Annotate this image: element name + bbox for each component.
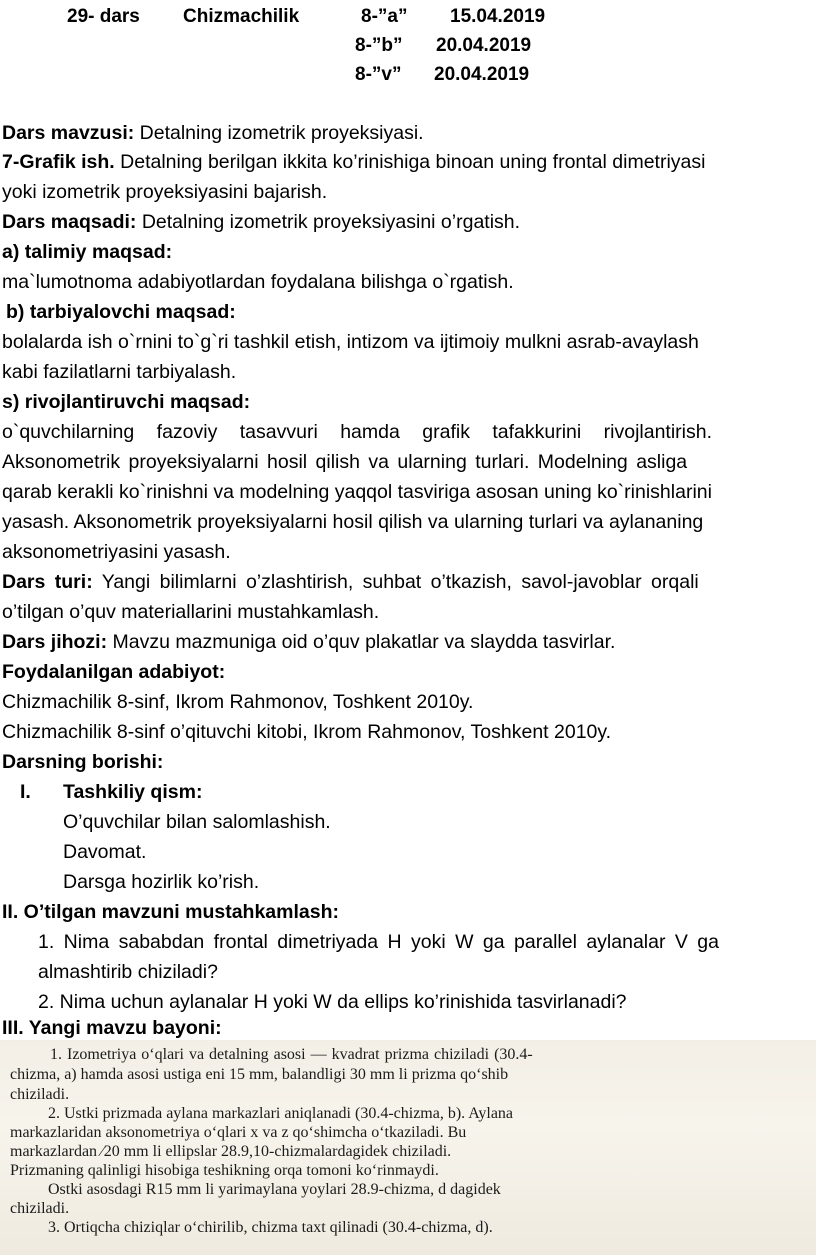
scan-line-3: chiziladi. xyxy=(10,1086,70,1103)
topic-line xyxy=(2,119,816,148)
header-lesson: 29- dars xyxy=(67,6,140,27)
sec1-item-2: Davomat. xyxy=(63,841,147,863)
question-1-cont: almashtirib chiziladi? xyxy=(38,961,218,983)
grafik-label: 7-Grafik ish. xyxy=(2,151,115,173)
goal-label: Dars maqsadi: xyxy=(2,211,137,233)
lit-item-2: Chizmachilik 8-sinf o’qituvchi kitobi, Ikrom Rahmonov, Toshkent 2010y. xyxy=(2,721,612,743)
a-label: a) talimiy maqsad: xyxy=(2,241,173,263)
scan-line-10: 3. Ortiqcha chiziqlar o‘chirilib, chizma taxt qilinadi (30.4-chizma, d). xyxy=(48,1219,493,1236)
b-text-1 xyxy=(2,328,816,357)
question-1: 1. Nima sababdan frontal dimetriyada H yoki W ga parallel aylanalar V ga xyxy=(38,931,719,953)
lit-label: Foydalanilgan adabiyot: xyxy=(2,661,226,683)
lit-item-1: Chizmachilik 8-sinf, Ikrom Rahmonov, Toshkent 2010y. xyxy=(2,691,474,713)
s-text-3: qarab kerakli ko`rinishni va modelning yaqqol tasviriga asosan uning ko`rinishlarini xyxy=(2,481,712,503)
progress-label: Darsning borishi: xyxy=(2,751,164,773)
s-text-5: aksonometriyasini yasash. xyxy=(2,541,231,563)
scan-line-9: chiziladi. xyxy=(10,1200,70,1217)
grafik-line xyxy=(2,148,816,177)
equip-text: Mavzu mazmuniga oid o’quv plakatlar va slaydda tasvirlar. xyxy=(112,631,616,653)
a-text: ma`lumotnoma adabiyotlardan foydalana bilishga o`rgatish. xyxy=(2,271,514,293)
header-class-v: 8-”v” xyxy=(355,64,402,85)
b-text-1-content: bolalarda ish o`rnini to`g`ri tashkil etish, intizom va ijtimoiy mulkni asrab-avaylash xyxy=(2,331,699,353)
scanned-textbook-excerpt xyxy=(0,1040,816,1255)
type-label: Dars turi: xyxy=(2,571,93,593)
type-line xyxy=(2,568,816,597)
header-date-v: 20.04.2019 xyxy=(434,64,530,85)
sec1-item-1: O’quvchilar bilan salomlashish. xyxy=(63,811,331,833)
scan-line-1: 1. Izometriya o‘qlari va detalning asosi — kvadrat prizma chiziladi (30.4- xyxy=(50,1046,533,1063)
header-class-b: 8-”b” xyxy=(355,35,403,56)
grafik-text: Detalning berilgan ikkita ko’rinishiga binoan uning frontal dimetriyasi xyxy=(120,151,706,173)
goal-line xyxy=(2,208,816,237)
sec1-heading xyxy=(20,778,816,807)
header-subject: Chizmachilik xyxy=(183,6,300,27)
sec1-item-3: Darsga hozirlik ko’rish. xyxy=(63,871,260,893)
scan-line-8: Ostki asosdagi R15 mm li yarimaylana yoylari 28.9-chizma, d dagidek xyxy=(48,1181,501,1198)
goal-text: Detalning izometrik proyeksiyasini o’rgatish. xyxy=(141,211,521,233)
s-text-4: yasash. Aksonometrik proyeksiyalarni hosil qilish va ularning turlari va aylananing xyxy=(2,511,704,533)
sec3-heading: III. Yangi mavzu bayoni: xyxy=(2,1017,222,1039)
s-text-1: o`quvchilarning fazoviy tasavvuri hamda grafik tafakkurini rivojlantirish. xyxy=(2,421,713,443)
header-date-a: 15.04.2019 xyxy=(450,6,546,27)
sec1-num: I. xyxy=(20,781,31,803)
b-text-2: kabi fazilatlarni tarbiyalash. xyxy=(2,361,237,383)
s-text-2: Aksonometrik proyeksiyalarni hosil qilish va ularning turlari. Modelning asliga xyxy=(2,451,688,473)
scan-line-7: Prizmaning qalinligi hisobiga teshikning orqa tomoni ko‘rinmaydi. xyxy=(10,1162,439,1179)
scan-line-4: 2. Ustki prizmada aylana markazlari aniqlanadi (30.4-chizma, b). Aylana xyxy=(48,1105,514,1122)
topic-text: Detalning izometrik proyeksiyasi. xyxy=(139,122,424,144)
sec2-heading: II. O’tilgan mavzuni mustahkamlash: xyxy=(2,901,339,923)
type-text-2: o’tilgan o’quv materiallarini mustahkamlash. xyxy=(2,601,380,623)
b-label: b) tarbiyalovchi maqsad: xyxy=(6,301,236,323)
header-date-b: 20.04.2019 xyxy=(436,35,532,56)
topic-label: Dars mavzusi: xyxy=(2,122,135,144)
header-class-a: 8-”a” xyxy=(361,6,408,27)
question-2: 2. Nima uchun aylanalar H yoki W da ellips ko’rinishida tasvirlanadi? xyxy=(38,991,627,1013)
scan-line-5: markazlaridan aksonometriya o‘qlari x va z qo‘shimcha o‘tkaziladi. Bu xyxy=(10,1124,467,1141)
equip-line xyxy=(2,628,816,657)
equip-label: Dars jihozi: xyxy=(2,631,108,653)
s-label: s) rivojlantiruvchi maqsad: xyxy=(2,391,251,413)
scan-line-2: chizma, a) hamda asosi ustiga eni 15 mm, balandligi 30 mm li prizma qo‘shib xyxy=(10,1066,509,1083)
sec1-title: Tashkiliy qism: xyxy=(63,781,203,803)
scan-line-6: markazlardan ∕20 mm li ellipslar 28.9,10-chizmalardagidek chiziladi. xyxy=(10,1143,452,1160)
type-text: Yangi bilimlarni o’zlashtirish, suhbat o’tkazish, savol-javoblar orqali xyxy=(101,571,699,593)
grafik-line-2: yoki izometrik proyeksiyasini bajarish. xyxy=(2,181,328,203)
